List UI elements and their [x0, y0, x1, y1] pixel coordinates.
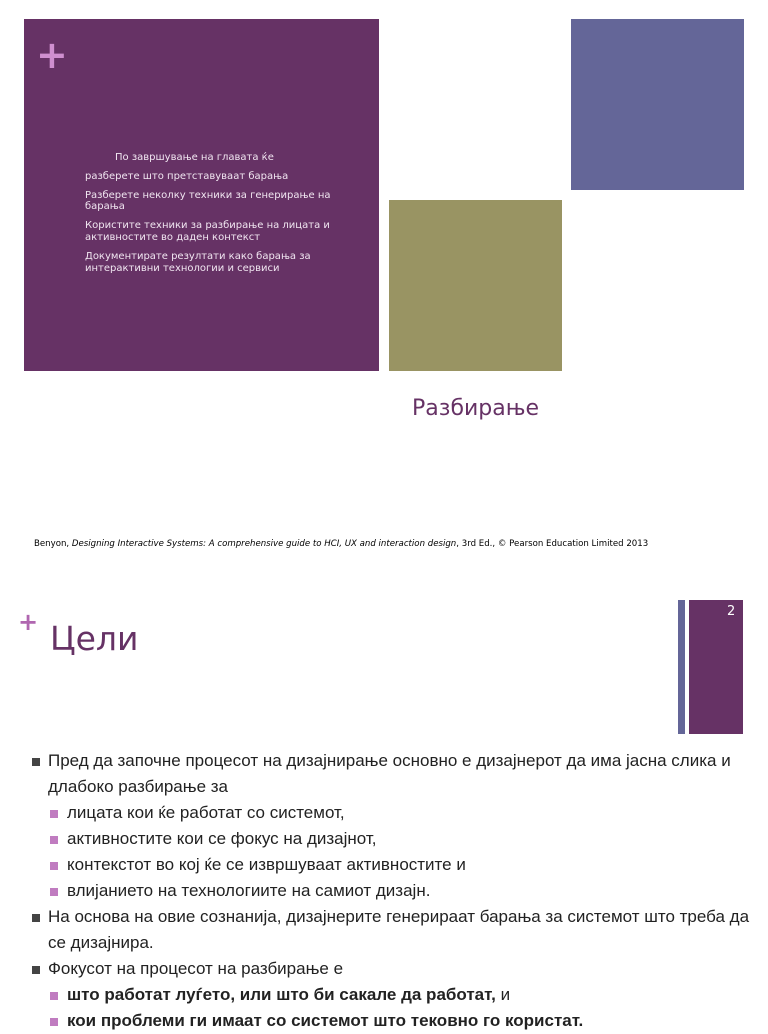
objectives-intro: По завршување на главата ќе [115, 152, 274, 163]
plus-icon: + [36, 33, 68, 77]
sub-bullet-item: влијанието на технологиите на самиот дизајн. [30, 878, 750, 904]
decorative-blue-bar [678, 600, 685, 734]
objectives-list [85, 152, 355, 281]
sub-bullet-item: контекстот во кој ќе се извршуваат активностите и [30, 852, 750, 878]
sub-bullet-item: активностите кои се фокус на дизајнот, [30, 826, 750, 852]
slide-title: Цели [50, 619, 139, 658]
citation-rest: , 3rd Ed., © Pearson Education Limited 2013 [456, 539, 649, 549]
slide-content [30, 748, 750, 1034]
objective-item: Разберете неколку техники за генерирање на барања [85, 189, 331, 213]
slide-title: Разбирање [412, 396, 540, 421]
sub-bullet-item: лицата кои ќе работат со системот, [30, 800, 750, 826]
bullet-item: На основа на овие сознанија, дизајнерите генерираат барања за системот што треба да се дизајнира. [30, 904, 750, 956]
decorative-olive-square [389, 200, 562, 371]
bold-text: што работат луѓето, или што би сакале да работат, [67, 985, 496, 1004]
citation [34, 539, 744, 549]
decorative-blue-square [571, 19, 744, 190]
citation-author: Benyon, [34, 539, 72, 549]
plus-icon: + [18, 608, 39, 636]
decorative-purple-bar [689, 600, 743, 734]
sub-bullet-item [30, 982, 750, 1008]
bold-text: кои проблеми ги имаат со системот што тековно го користат. [67, 1011, 584, 1030]
objective-item: разберете што претставуваат барања [85, 170, 289, 182]
objective-item: Документирате резултати како барања за интерактивни технологии и сервиси [85, 250, 311, 274]
objective-item: Користите техники за разбирање на лицата и активностите во даден контекст [85, 220, 330, 243]
plain-text: и [495, 985, 511, 1004]
citation-book: Designing Interactive Systems: A comprehensive guide to HCI, UX and interaction design [71, 539, 457, 549]
sub-bullet-item [30, 1008, 750, 1034]
bullet-item: Пред да започне процесот на дизајнирање основно е дизајнерот да има јасна слика и длабоко разбирање за [30, 748, 750, 800]
page-number: 2 [727, 604, 736, 619]
bullet-item: Фокусот на процесот на разбирање е [30, 956, 750, 982]
